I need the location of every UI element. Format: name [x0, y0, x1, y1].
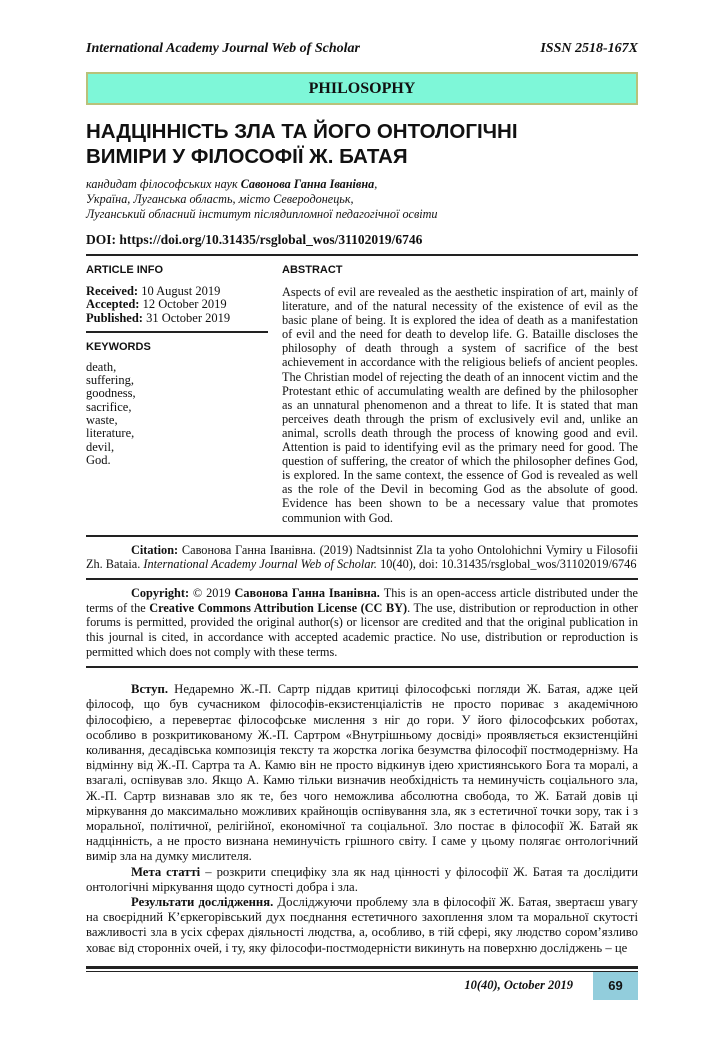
divider [86, 254, 638, 256]
author-block: кандидат філософських наук Савонова Ганна Іванівна, Україна, Луганська область, місто Северодонецьк, Луганський обласний інститут післядипломної педагогічної освіти [86, 177, 638, 222]
article-info-heading: ARTICLE INFO [86, 264, 163, 276]
article-info-column [86, 264, 268, 525]
copyright-text: This is an open-access article distributed under the terms of the [86, 586, 638, 615]
keywords-heading: KEYWORDS [86, 340, 151, 353]
doi-link[interactable]: DOI: https://doi.org/10.31435/rsglobal_wos/31102019/6746 [86, 232, 423, 247]
citation [86, 543, 638, 572]
citation-journal: International Academy Journal Web of Scholar. [143, 556, 377, 571]
copyright-holder: Савонова Ганна Іванівна. [234, 586, 380, 601]
keyword: devil, [86, 439, 115, 454]
page-footer [86, 956, 638, 1000]
divider [86, 578, 638, 580]
keyword: waste, [86, 413, 118, 428]
keyword: suffering, [86, 373, 135, 388]
abstract-heading: ABSTRACT [282, 264, 343, 276]
abstract-column [282, 264, 638, 525]
abstract-text: Aspects of evil are revealed as the aesthetic inspiration of art, mainly of literature, and of the natural necessity of the existence of evil as the basic plane of being. It is explored the idea of death as a manifestation of evil and the need for death to develop life. G. Bataille discloses the philosophy of death through a system of sacrifice of the best achievement in accordance with the religious beliefs of ancient peoples. The Christian model of rejecting the death of an innocent victim and the Protestant ethic of accumulating wealth are defined by the philosopher as an unnatural phenomenon and a threat to life. It is stated that man perceives death through the prism of exclusively evil and, unlike an animal, scrolls death through the process of knowing good and evil. Attention is paid to identifying evil as the primary need for good. The question of suffering, the creator of which the philosopher defines God, is explored. In the same context, the essence of God is revealed as well as the role of the Devil in becoming God as the absolute of good. Evidence has been shown to be a necessary value that promotes communion with God. [282, 285, 638, 525]
title-line: ВИМІРИ У ФІЛОСОФІЇ Ж. БАТАЯ [86, 145, 408, 168]
copyright-year: © 2019 [189, 586, 235, 601]
article-body [86, 682, 638, 956]
journal-name: International Academy Journal Web of Scholar [86, 41, 360, 56]
author-degree: кандидат філософських наук [86, 177, 241, 191]
copyright [86, 586, 638, 659]
intro-label: Вступ. [131, 682, 168, 697]
citation-doi: 10(40), doi: 10.31435/rsglobal_wos/31102019/6746 [377, 556, 637, 571]
section-banner: PHILOSOPHY [86, 72, 638, 105]
aim-label: Мета статті [131, 864, 201, 879]
citation-label: Citation: [131, 542, 179, 557]
footer-row [86, 972, 638, 1000]
keyword: goodness, [86, 386, 136, 401]
author-location: Україна, Луганська область, місто Северодонецьк, [86, 192, 354, 206]
keywords-list [86, 361, 268, 467]
citation-text: Савонова Ганна Іванівна. (2019) Nadtsinnist Zla ta yoho Ontolohichni Vymiry u Filosofii Zh. Bataia. [86, 542, 638, 571]
article-title [86, 119, 638, 169]
results-paragraph [86, 895, 638, 956]
article-info-row [86, 264, 638, 525]
copyright-label: Copyright: [131, 586, 190, 601]
received-date: 10 August 2019 [138, 284, 221, 298]
license-name: Creative Commons Attribution License (CC BY) [149, 600, 408, 615]
published-label: Published: [86, 310, 143, 325]
running-header [86, 40, 638, 58]
divider [86, 535, 638, 537]
keyword: literature, [86, 426, 135, 441]
intro-paragraph [86, 682, 638, 864]
author-institution: Луганський обласний інститут післядипломної педагогічної освіти [86, 207, 438, 221]
title-line: НАДЦІННІСТЬ ЗЛА ТА ЙОГО ОНТОЛОГІЧНІ [86, 120, 518, 143]
received-label: Received: [86, 284, 139, 298]
divider [86, 331, 268, 333]
published-date: 31 October 2019 [142, 310, 231, 325]
aim-text: – розкрити специфіку зла як над цінності у філософії Ж. Батая та дослідити онтологічні міркування щодо сутності добра і зла. [86, 864, 639, 894]
copyright-text: . The use, distribution or reproduction in other forums is permitted, provided the original author(s) or licensor are credited and that the original publication in this journal is cited, in accordance with accepted academic practice. No use, distribution or reproduction is permitted which does not comply with these terms. [86, 600, 638, 659]
results-label: Результати дослідження. [131, 895, 274, 909]
author-name: Савонова Ганна Іванівна [240, 177, 375, 191]
divider [86, 666, 638, 668]
footer-issue: 10(40), October 2019 [464, 978, 573, 993]
keyword: death, [86, 359, 117, 374]
aim-paragraph [86, 865, 638, 895]
page-number: 69 [593, 972, 638, 1000]
keyword: sacrifice, [86, 399, 132, 414]
accepted-label: Accepted: [86, 297, 140, 312]
intro-text: Недаремно Ж.-П. Сартр піддав критиці філософські погляди Ж. Батая, адже цей філософ, що був сучасником філософів-екзистенціалістів не просто пориває з академічною філософією, а перевертає філософське мислення з ніг до гори. У його філософських роботах, особливо в розкритикованому Ж.-П. Сартром «Внутрішньому досвіді» проявляється екзистенційні коливання, десадівська композиція тексту та жорстка логіка безумства філософії постмодернізму. На відмінну від Ж.-П. Сартра та А. Камю він не просто відкинув ідею християнського Бога та моралі, а взагалі, оспівував зло. Якщо А. Камю тільки визначив необхідність та неминучість соціального зла, Ж.-П. Сартр визнавав зло як те, без чого неможлива абсолютна свобода, то Ж. Батай довів ці міркування до максимально можливих крайнощів оспівування зла, як з естетичної точки зору, так і з моральної, політичної, релігійної, економічної та соціальної. Зло постає в філософії Ж. Батай як надцінність, а не просто визнана неминучість грішного світу. І саме у цьому полягає онтологічний вимір зла на думку мислителя. [86, 682, 638, 864]
issn: ISSN 2518-167X [540, 41, 638, 56]
accepted-date: 12 October 2019 [139, 297, 227, 312]
keyword: God. [86, 452, 111, 467]
article-dates [86, 285, 268, 325]
footer-divider [86, 966, 638, 969]
results-text: Досліджуючи проблему зла в філософії Ж. Батая, звертаєш увагу на своєрідний К’єркегорівський дух поєднання естетичного захоплення злом та моральної скутості важливості зла в усіх сферах діяльності людства, а, особливо, в тій сфері, яку людство сором’язливо ховає від сторонніх очей, і ту, яку філософи-постмодерністи викинуть на поверхню досліджень – це [86, 895, 639, 955]
